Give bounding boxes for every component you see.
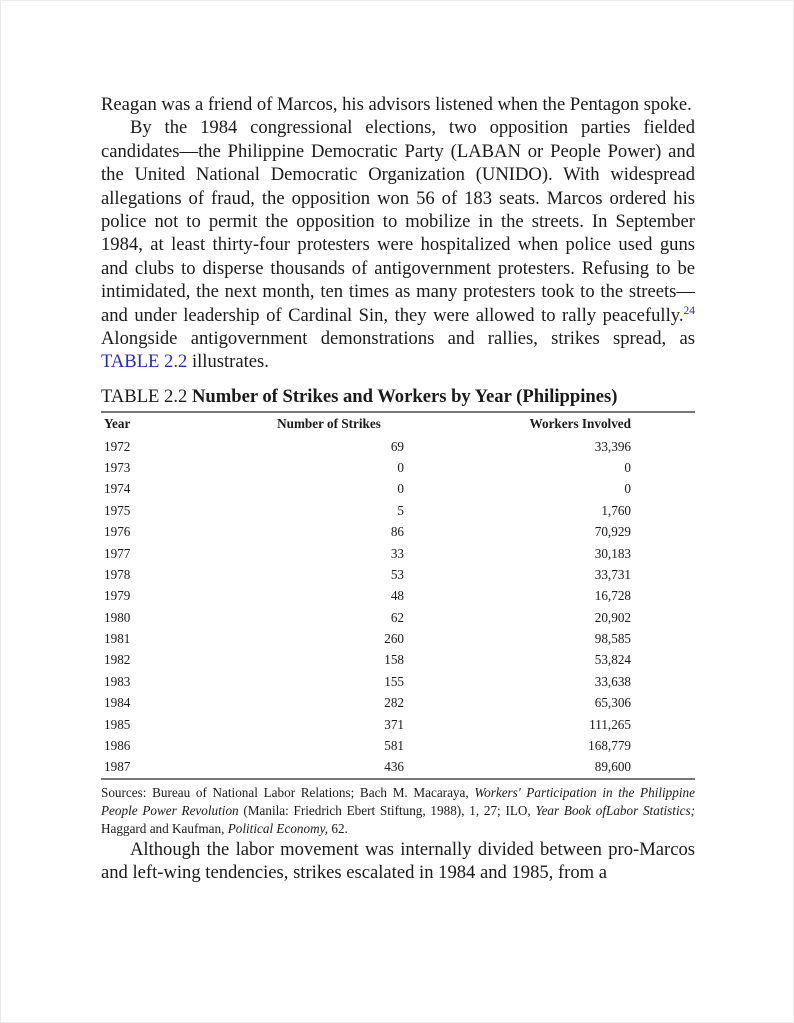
- cell-strikes: 69: [390, 438, 404, 454]
- cell-strikes: 158: [384, 652, 404, 668]
- cell-strikes: 33: [390, 545, 404, 561]
- cell-strikes: 62: [390, 609, 404, 625]
- cell-year: 1987: [101, 757, 254, 779]
- cell-workers: 0: [624, 481, 631, 497]
- cell-workers: 70,929: [594, 524, 631, 540]
- table-row: [101, 757, 695, 779]
- column-header-year: Year: [104, 416, 131, 432]
- table-sources: [101, 784, 695, 837]
- paragraph-reagan: Reagan was a friend of Marcos, his advisors listened when the Pentagon spoke.: [101, 94, 692, 115]
- cell-year: 1975: [104, 502, 131, 518]
- table-row: [101, 436, 695, 457]
- cell-strikes: 0: [397, 459, 404, 475]
- paragraph-elections-end: illustrates.: [187, 351, 269, 373]
- cell-workers: 53,824: [594, 652, 631, 668]
- cell-strikes: 436: [254, 757, 404, 779]
- table-header-row: [101, 413, 695, 436]
- cell-workers: 111,265: [589, 716, 631, 732]
- sources-text-4: 62.: [328, 820, 348, 836]
- cell-year: 1984: [104, 695, 131, 711]
- cell-workers: 1,760: [601, 502, 631, 518]
- cell-workers: 16,728: [594, 588, 631, 604]
- cell-workers: 168,779: [588, 738, 631, 754]
- cell-workers: 33,731: [594, 566, 631, 582]
- cell-strikes: 0: [397, 481, 404, 497]
- cell-year: 1973: [104, 459, 131, 475]
- table-row: [101, 521, 695, 542]
- table-row: [101, 650, 695, 671]
- table-body: [101, 436, 695, 779]
- cell-strikes: 155: [384, 673, 404, 689]
- table-2-2-link[interactable]: TABLE 2.2: [101, 351, 188, 373]
- cell-workers: 65,306: [594, 695, 631, 711]
- table-row: [101, 500, 695, 521]
- paragraph-elections-continued: Alongside antigovernment demonstrations and rallies, strikes spread, as: [101, 328, 695, 350]
- cell-strikes: 371: [384, 716, 404, 732]
- table-caption: [101, 385, 695, 413]
- table-row: [101, 607, 695, 628]
- table-row: [101, 628, 695, 649]
- sources-title-workers-participation: Workers' Participation in the Philippine People Power Revolution: [101, 785, 695, 818]
- sources-text-2: (Manila: Friedrich Ebert Stiftung, 1988), 1, 27; ILO,: [238, 802, 536, 818]
- cell-workers: 98,585: [594, 631, 631, 647]
- cell-year: 1980: [104, 609, 131, 625]
- paragraph-labor-movement: Although the labor movement was internally divided between pro-Marcos and left-wing tendencies, strikes escalated in 1984 and 1985, from a: [101, 838, 695, 883]
- sources-text-3: Haggard and Kaufman,: [101, 820, 228, 836]
- cell-year: 1976: [104, 524, 131, 540]
- column-header-strikes: Number of Strikes: [277, 416, 381, 432]
- strikes-table: [101, 413, 695, 780]
- cell-year: 1972: [104, 438, 131, 454]
- sources-text-1: Sources: Bureau of National Labor Relations; Bach M. Macaraya,: [101, 785, 475, 801]
- table-row: [101, 564, 695, 585]
- table-title: Number of Strikes and Workers by Year (Philippines): [191, 385, 618, 407]
- footnote-ref-24[interactable]: 24: [683, 304, 695, 317]
- cell-strikes: 86: [390, 524, 404, 540]
- cell-strikes: 282: [384, 695, 404, 711]
- cell-year: 1977: [104, 545, 131, 561]
- cell-year: 1978: [104, 566, 131, 582]
- table-row: [101, 457, 695, 478]
- cell-year: 1974: [104, 481, 131, 497]
- cell-strikes: 48: [390, 588, 404, 604]
- cell-workers: 30,183: [594, 545, 631, 561]
- table-row: [101, 543, 695, 564]
- paragraph-elections-text: By the 1984 congressional elections, two opposition parties fielded candidates—the Philippine Democratic Party (LABAN or People Power) and the United National Democratic Organization (UNIDO). With widespread allegations of fraud, the opposition won 56 of 183 seats. Marcos ordered his police not to permit the opposition to mobilize in the streets. In September 1984, at least thirty-four protesters were hospitalized when police used guns and clubs to disperse thousands of antigovernment protesters. Refusing to be intimidated, the next month, ten times as many protesters took to the streets—and under leadership of Cardinal Sin, they were allowed to rally peacefully.: [101, 117, 695, 326]
- cell-year: 1979: [104, 588, 131, 604]
- table-label: TABLE 2.2: [101, 385, 188, 407]
- sources-title-year-book: Year Book ofLabor Statistics;: [535, 802, 695, 818]
- cell-year: 1986: [104, 738, 131, 754]
- table-row: [101, 479, 695, 500]
- table-row: [101, 671, 695, 692]
- cell-year: 1985: [104, 716, 131, 732]
- column-header-workers: Workers Involved: [529, 416, 631, 432]
- cell-workers: 89,600: [404, 757, 695, 779]
- cell-year: 1983: [104, 673, 131, 689]
- paragraph-elections: [101, 116, 695, 373]
- cell-workers: 33,396: [594, 438, 631, 454]
- table-row: [101, 693, 695, 714]
- cell-workers: 33,638: [594, 673, 631, 689]
- cell-strikes: 5: [397, 502, 404, 518]
- cell-workers: 20,902: [594, 609, 631, 625]
- cell-strikes: 581: [384, 738, 404, 754]
- cell-strikes: 53: [390, 566, 404, 582]
- page-content: [101, 93, 695, 884]
- cell-year: 1982: [104, 652, 131, 668]
- table-row: [101, 735, 695, 756]
- table-row: [101, 714, 695, 735]
- cell-strikes: 260: [384, 631, 404, 647]
- cell-workers: 0: [624, 459, 631, 475]
- sources-title-political-economy: Political Economy,: [227, 820, 329, 836]
- table-row: [101, 586, 695, 607]
- cell-year: 1981: [104, 631, 131, 647]
